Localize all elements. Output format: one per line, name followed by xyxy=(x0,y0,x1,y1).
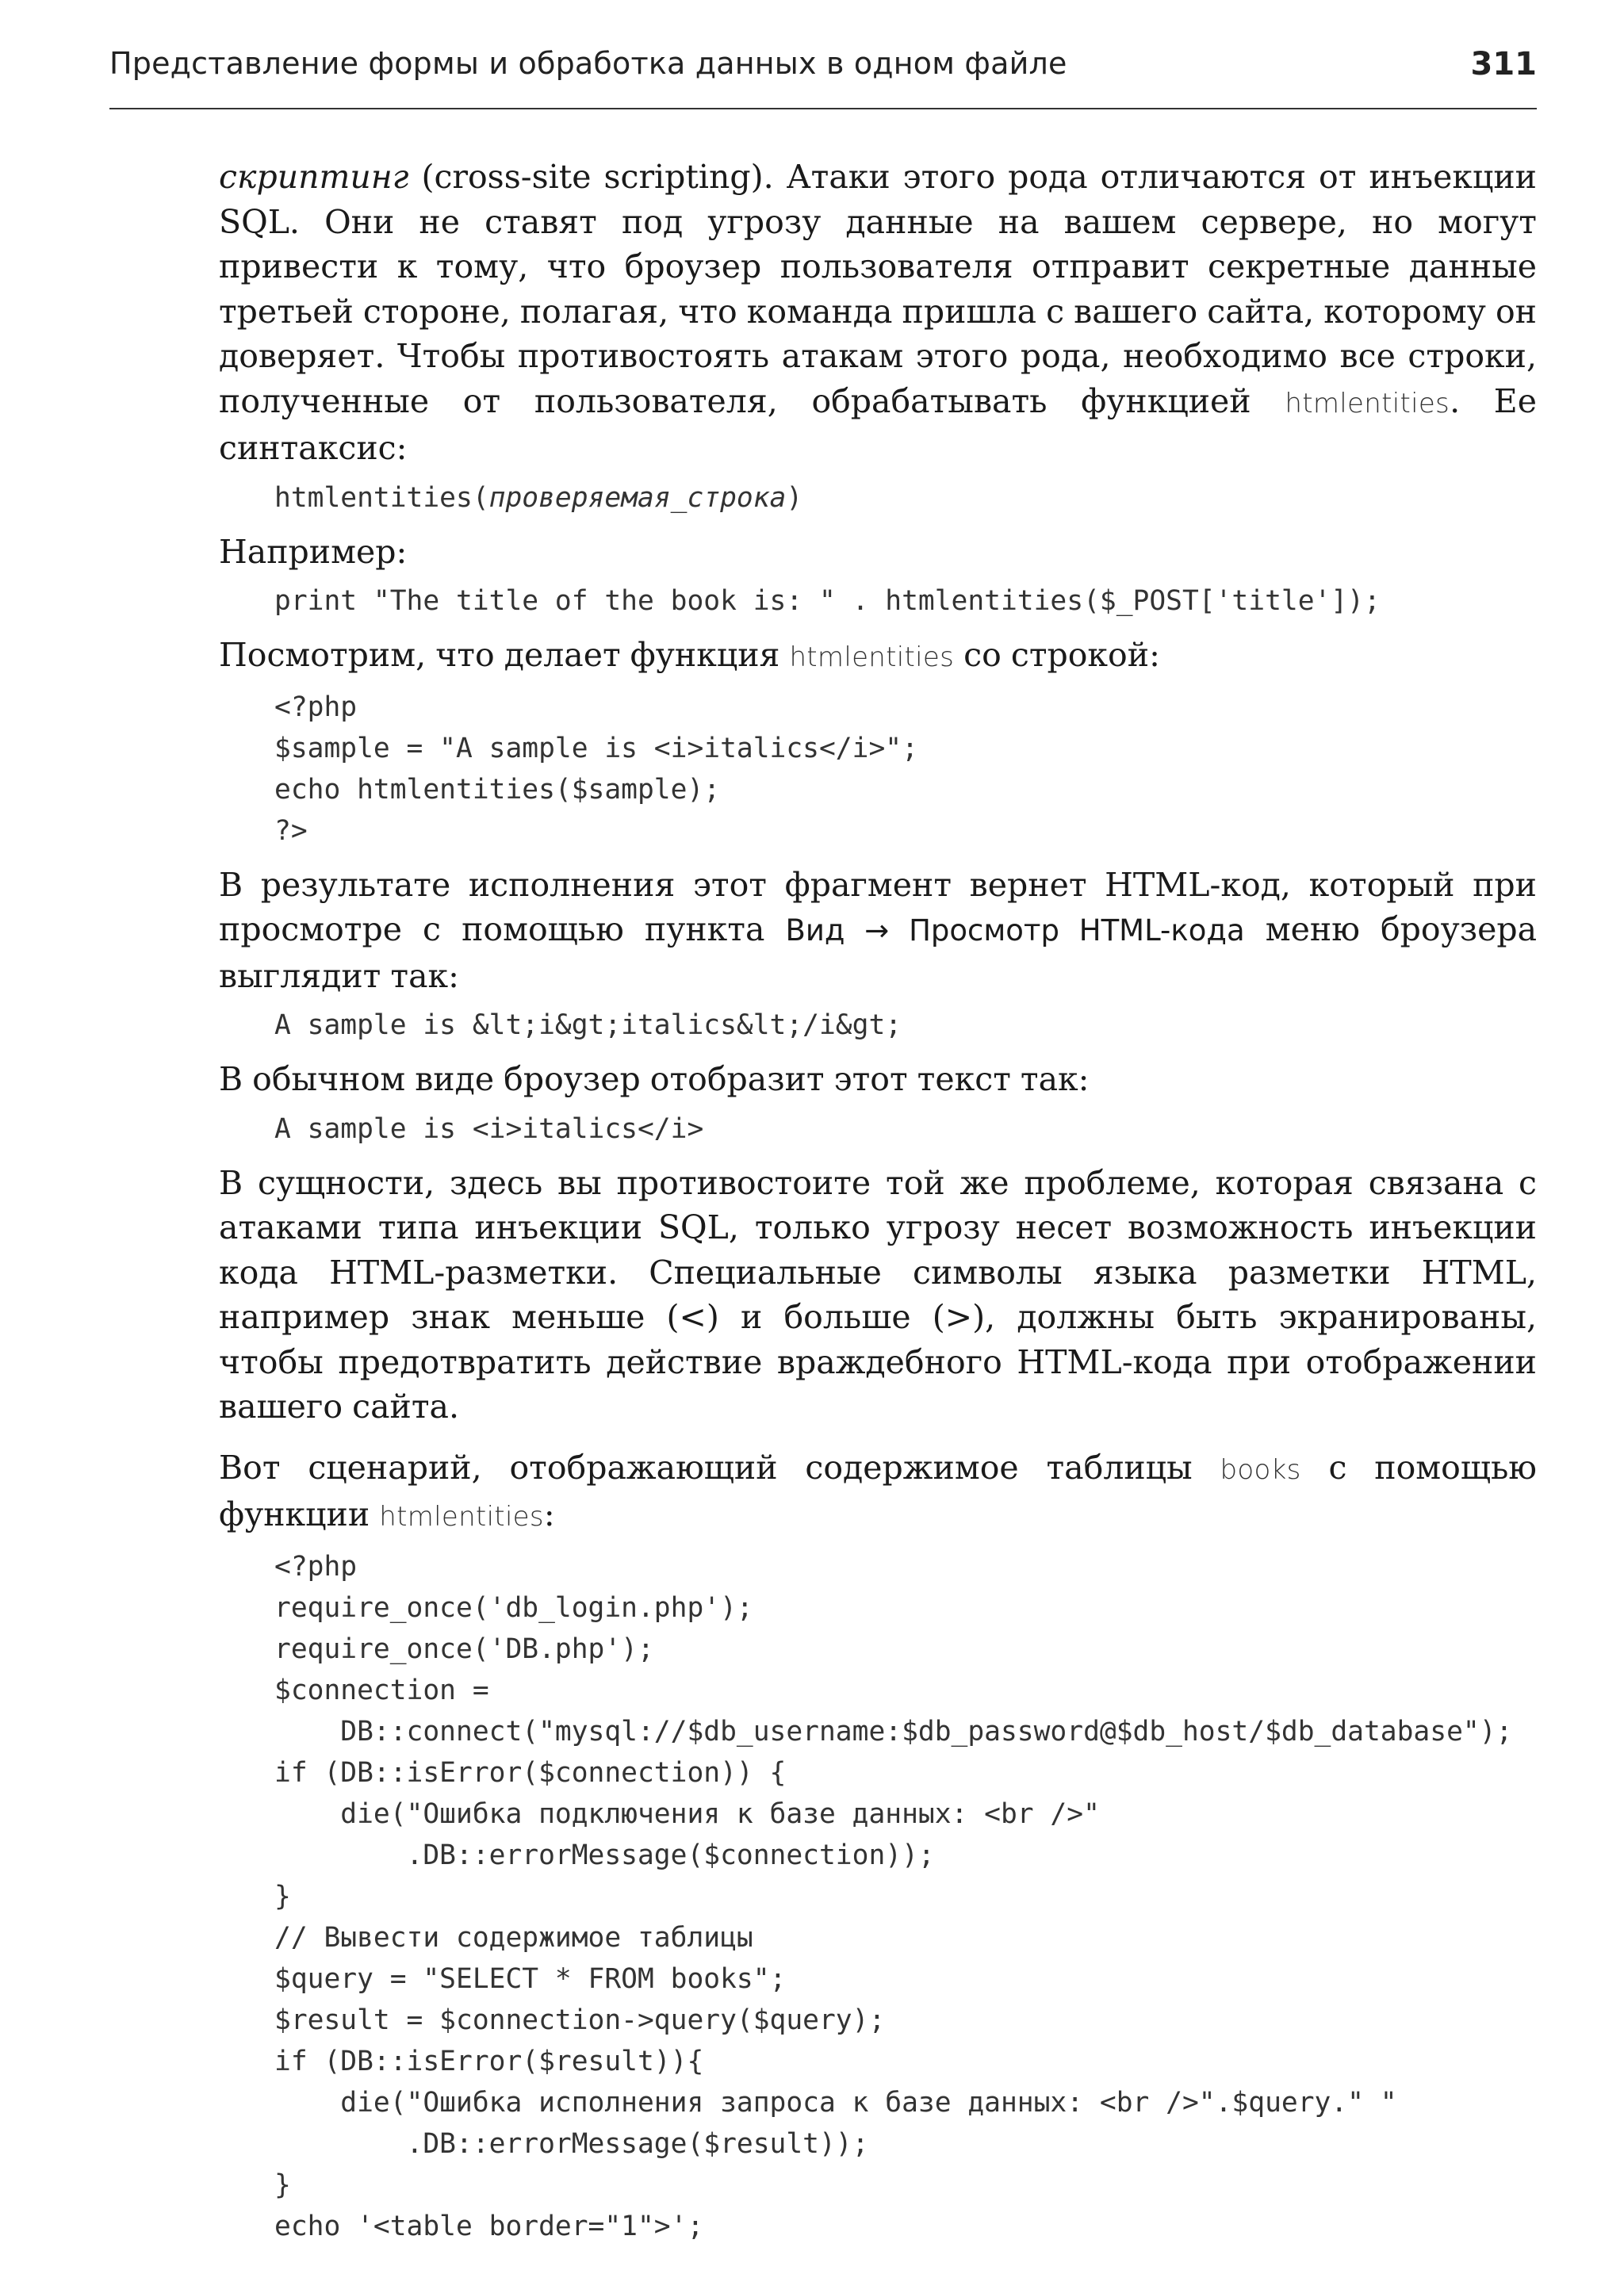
paragraph-text: . Ее синтаксис: xyxy=(219,381,1538,467)
inline-code-htmlentities: htmlentities xyxy=(1285,387,1450,419)
paragraph-text: В результате исполнения этот фрагмент вернет HTML-код, который при просмотре с помощью пункта xyxy=(219,865,1537,948)
running-head xyxy=(109,46,1537,94)
paragraph-normal-view: В обычном виде броузер отобразит этот текст так: xyxy=(219,1060,1090,1098)
paragraph-lets-see xyxy=(219,633,1537,680)
code-books-script: <?php require_once('db_login.php'); require_once('DB.php'); $connection = DB::connect("mysql://$db_username:$db_password@$db_host/$db_database"); if (DB::isError($connection)) { die("Ошибка подключения к базе данных: <br />" .DB::errorMessage($connection)); } // Вывести содержимое таблицы $query = "SELECT * FROM books"; $result = $connection->query($query); if (DB::isError($result)){ die("Ошибка исполнения запроса к базе данных: <br />".$query." " .DB::errorMessage($result)); } echo '<table border="1">'; xyxy=(274,1550,1513,2242)
inline-code-htmlentities: htmlentities xyxy=(789,641,955,673)
code-syntax xyxy=(219,477,1537,519)
paragraph-text: (cross-site scripting). Атаки этого рода отличаются от инъекции SQL. Они не ставят под угрозу данные на вашем сервере, но могут привести к тому, что броузер пользователя отправит секретные данные третьей стороне, полагая, что команда пришла с вашего сайта, которому он доверяет. Чтобы противостоять атакам этого рода, необходимо все строки, полученные от пользователя, обрабатывать функцией xyxy=(219,158,1537,420)
page-body xyxy=(219,155,1537,2247)
code-escaped-output: A sample is &lt;i&gt;italics&lt;/i&gt; xyxy=(274,1009,902,1041)
paragraph-text: со строкой: xyxy=(954,636,1160,674)
page-number: 311 xyxy=(1470,46,1537,82)
inline-code-htmlentities: htmlentities xyxy=(379,1501,544,1533)
code-print-example: print "The title of the book is: " . htmlentities($_POST['title']); xyxy=(274,585,1381,617)
code-text: htmlentities( xyxy=(274,481,489,514)
code-argument: проверяемая_строка xyxy=(488,481,787,514)
paragraph-text: с помощью функции xyxy=(219,1448,1537,1533)
paragraph-essence: В сущности, здесь вы противостоите той же проблеме, которая связана с атаками типа инъекции SQL, только угрозу несет возможность инъекции кода HTML-разметки. Специальные символы языка разметки HTML, например знак меньше (<) и больше (>), должны быть экранированы, чтобы предотвратить действие враждебного HTML-кода при отображении вашего сайта. xyxy=(219,1163,1537,1426)
paragraph-text: меню броузера выглядит так: xyxy=(219,910,1538,995)
paragraph-text: Вот сценарий, отображающий содержимое таблицы xyxy=(219,1448,1220,1487)
paragraph-script-intro xyxy=(219,1445,1537,1540)
paragraph-result xyxy=(219,863,1537,999)
menu-reference: Вид → Просмотр HTML-кода xyxy=(785,913,1245,948)
inline-code-books: books xyxy=(1220,1453,1301,1486)
code-sample-php: <?php $sample = "A sample is <i>italics</i>"; echo htmlentities($sample); ?> xyxy=(274,691,918,847)
header-rule xyxy=(109,108,1537,109)
italic-term: скриптинг xyxy=(219,158,409,196)
code-text: ) xyxy=(786,481,803,514)
paragraph-text: Посмотрим, что делает функция xyxy=(219,636,790,674)
chapter-title: Представление формы и обработка данных в одном файле xyxy=(109,46,1067,81)
paragraph-xss-intro xyxy=(219,155,1537,471)
paragraph-text: : xyxy=(543,1495,555,1533)
paragraph-example: Например: xyxy=(219,532,408,571)
code-rendered-output: A sample is <i>italics</i> xyxy=(274,1112,704,1145)
